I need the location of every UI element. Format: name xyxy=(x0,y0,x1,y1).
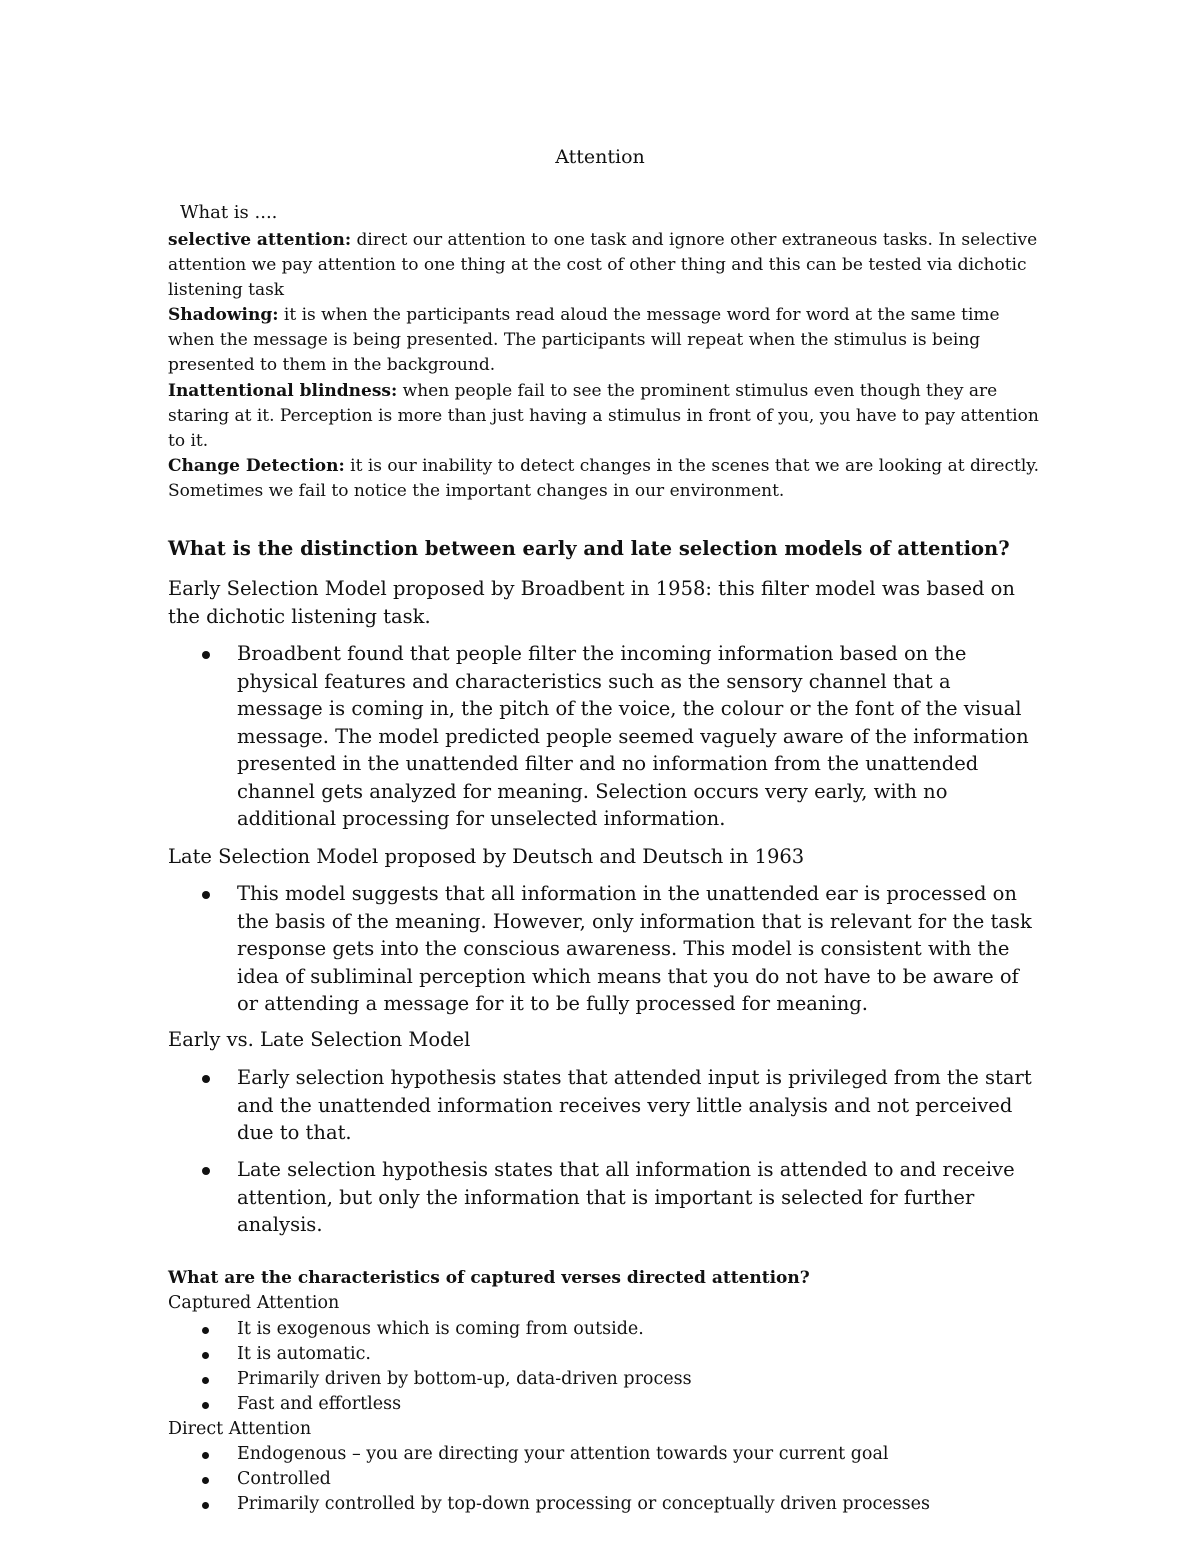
definition-text: when people fail to see the prominent stimulus even though they are staring at it. Perception is more than just having a stimulus in front of you, you have to pay attention to it. xyxy=(168,380,1039,451)
bullet-icon xyxy=(200,1444,220,1464)
early-vs-late-intro: Early vs. Late Selection Model xyxy=(168,1028,471,1051)
list-item-text: Fast and effortless xyxy=(237,1394,402,1414)
captured-attention-label: Captured Attention xyxy=(168,1293,340,1313)
list-item-text: Late selection hypothesis states that all information is attended to and receive attention, but only the information that is important is selected for further analysis. xyxy=(237,1158,1015,1236)
bullet-icon xyxy=(200,1319,220,1339)
definitions-block xyxy=(168,228,1048,504)
definition-shadowing xyxy=(168,303,1048,378)
definition-inattentional-blindness xyxy=(168,379,1048,454)
bullet-icon xyxy=(200,1494,220,1514)
definition-text: it is when the participants read aloud the message word for word at the same time when the message is being presented. The participants will repeat when the stimulus is being presented to them in the background. xyxy=(168,305,1000,376)
definition-term: selective attention: xyxy=(168,230,352,250)
definition-change-detection xyxy=(168,454,1048,504)
definition-text: it is our inability to detect changes in the scenes that we are looking at directly. Sometimes we fail to notice the important changes in our environment. xyxy=(168,455,1040,501)
list-item-text: Primarily controlled by top-down processing or conceptually driven processes xyxy=(237,1494,930,1514)
list-item-text: Controlled xyxy=(237,1469,331,1489)
bullet-icon xyxy=(200,1394,220,1414)
definition-term: Change Detection: xyxy=(168,455,345,476)
early-selection-intro: Early Selection Model proposed by Broadbent in 1958: this filter model was based on the dichotic listening task. xyxy=(168,577,1015,628)
bullet-icon xyxy=(200,1344,220,1364)
definition-selective-attention xyxy=(168,228,1048,303)
late-selection-intro: Late Selection Model proposed by Deutsch and Deutsch in 1963 xyxy=(168,845,805,868)
list-item-text: Endogenous – you are directing your attention towards your current goal xyxy=(237,1444,889,1464)
list-item-text: Early selection hypothesis states that attended input is privileged from the start and the unattended information receives very little analysis and not perceived due to that. xyxy=(237,1066,1032,1144)
list-item-text: Broadbent found that people filter the incoming information based on the physical features and characteristics such as the sensory channel that a message is coming in, the pitch of the voice, the colour or the font of the visual message. The model predicted people seemed vaguely aware of the information presented in the unattended filter and no information from the unattended channel gets analyzed for meaning. Selection occurs very early, with no additional processing for unselected information. xyxy=(237,642,1029,830)
list-item-text: This model suggests that all information in the unattended ear is processed on the basis of the meaning. However, only information that is relevant for the task response gets into the conscious awareness. This model is consistent with the idea of subliminal perception which means that you do not have to be aware of or attending a message for it to be fully processed for meaning. xyxy=(237,882,1032,1015)
definition-term: Inattentional blindness: xyxy=(168,380,398,401)
direct-attention-label: Direct Attention xyxy=(168,1419,312,1439)
list-item-text: It is exogenous which is coming from outside. xyxy=(237,1319,644,1339)
bullet-icon xyxy=(200,1369,220,1389)
definition-term: Shadowing: xyxy=(168,305,279,326)
section1-heading: What is the distinction between early and late selection models of attention? xyxy=(168,537,1010,560)
definition-text: direct our attention to one task and ignore other extraneous tasks. In selective attention we pay attention to one thing at the cost of other thing and this can be tested via dichotic listening task xyxy=(168,230,1038,301)
intro-line: What is .... xyxy=(180,202,278,223)
bullet-icon xyxy=(200,1469,220,1489)
document-title: Attention xyxy=(555,146,645,168)
list-item-text: It is automatic. xyxy=(237,1344,371,1364)
section2-heading: What are the characteristics of captured verses directed attention? xyxy=(168,1268,810,1288)
list-item-text: Primarily driven by bottom-up, data-driven process xyxy=(237,1369,692,1389)
